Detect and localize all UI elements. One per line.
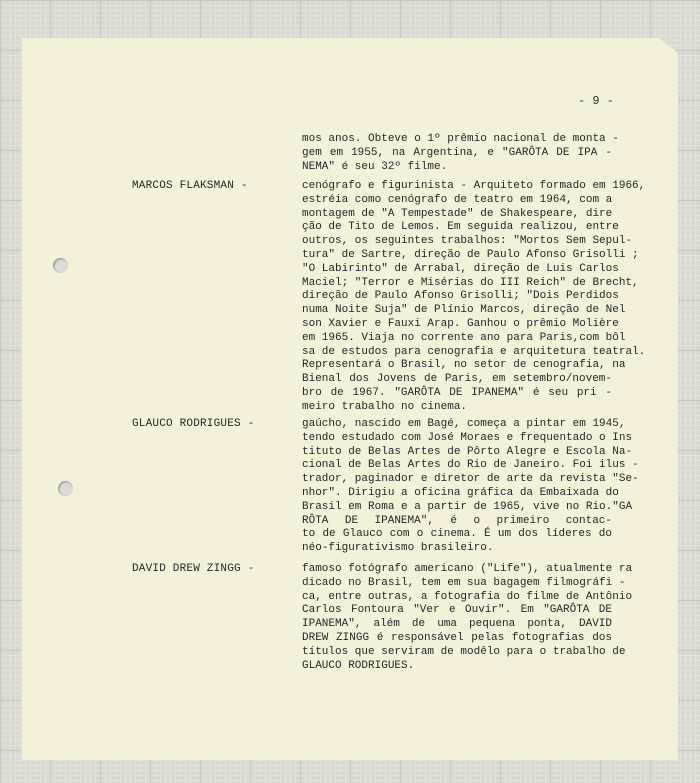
punch-hole — [53, 258, 68, 273]
entry-text-glauco-rodrigues — [302, 418, 639, 556]
text-line: estréia como cenógrafo de teatro em 1964, com a — [302, 193, 613, 206]
entry-name-glauco-rodrigues: GLAUCO RODRIGUES - — [132, 418, 255, 430]
entry-text-david-drew-zingg — [302, 563, 633, 673]
text-line: ção de Tito de Lemos. Em seguida realizou, entre — [302, 221, 619, 234]
text-line: to de Glauco com o cinema. É um dos líderes do — [302, 528, 612, 541]
text-line: meiro trabalho no cinema. — [302, 400, 468, 413]
page-number: - 9 - — [578, 94, 615, 108]
text-line: NEMA" é seu 32º filme. — [302, 160, 448, 173]
text-line: em 1965. Viaja no corrente ano para Paris,com bôl — [302, 331, 626, 344]
text-line: títulos que serviram de modêlo para o trabalho de — [302, 645, 626, 658]
text-line: GLAUCO RODRIGUES. — [302, 659, 415, 672]
text-line: mos anos. Obteve o 1º prêmio nacional de monta - — [302, 133, 619, 145]
text-line: ca, entre outras, a fotografia do filme de Antônio — [302, 590, 633, 603]
text-line: cenógrafo e figurinista - Arquiteto formado em 1966, — [302, 180, 646, 192]
punch-hole — [58, 481, 73, 496]
text-line: trador, paginador e diretor de arte da revista "Se- — [302, 473, 639, 486]
text-line: "O Labirinto" de Arrabal, direção de Luis Carlos — [302, 262, 619, 275]
text-line: sa de estudos para cenografia e arquitetura teatral. — [302, 345, 646, 358]
entry-name-marcos-flaksman: MARCOS FLAKSMAN - — [132, 180, 248, 192]
text-line: Carlos Fontoura "Ver e Ouvir". Em "GARÔTA DE — [302, 604, 612, 617]
text-line: gem em 1955, na Argentina, e "GARÔTA DE IPA - — [302, 146, 612, 159]
text-line: Brasil em Roma e a partir de 1965, vive no Rio."GA — [302, 500, 633, 513]
text-line: IPANEMA", além de uma pequena ponta, DAVID — [302, 618, 612, 631]
text-line: Bienal dos Jovens de Paris, em setembro/novem- — [302, 373, 612, 386]
text-line: néo-figurativismo brasileiro. — [302, 542, 494, 555]
text-line: famoso fotógrafo americano ("Life"), atualmente ra — [302, 563, 633, 575]
intro-paragraph — [302, 133, 619, 174]
text-line: DREW ZINGG é responsável pelas fotografias dos — [302, 631, 612, 644]
text-line: montagem de "A Tempestade" de Shakespeare, dire — [302, 207, 613, 220]
entry-text-marcos-flaksman — [302, 180, 646, 415]
text-line: nhor". Dirigiu a oficina gráfica da Embaixada do — [302, 486, 619, 499]
text-line: cional de Belas Artes do Rio de Janeiro. Foi ilus - — [302, 459, 639, 472]
text-line: Maciel; "Terror e Misérias do III Reich" de Brecht, — [302, 276, 639, 289]
text-line: Representará o Brasil, no setor de cenografia, na — [302, 359, 626, 372]
text-line: bro de 1967. "GARÔTA DE IPANEMA" é seu pri - — [302, 386, 612, 399]
text-line: tituto de Belas Artes de Pôrto Alegre e Escola Na- — [302, 445, 633, 458]
text-line: RÔTA DE IPANEMA", é o primeiro contac- — [302, 514, 612, 527]
text-line: gaúcho, nascido em Bagé, começa a pintar em 1945, — [302, 418, 626, 430]
text-line: numa Noite Suja" de Plínio Marcos, direção de Nel — [302, 304, 626, 317]
text-line: direção de Paulo Afonso Grisolli; "Dois Perdidos — [302, 290, 619, 303]
text-line: son Xavier e Fauxi Arap. Ganhou o prêmio Molière — [302, 317, 619, 330]
entry-name-david-drew-zingg: DAVID DREW ZINGG - — [132, 563, 255, 575]
text-line: tendo estudado com José Moraes e frequentado o Ins — [302, 431, 633, 444]
text-line: dicado no Brasil, tem em sua bagagem filmográfi - — [302, 576, 626, 589]
text-line: outros, os seguintes trabalhos: "Mortos Sem Sepul- — [302, 235, 633, 248]
text-line: tura" de Sartre, direção de Paulo Afonso Grisolli ; — [302, 248, 639, 261]
